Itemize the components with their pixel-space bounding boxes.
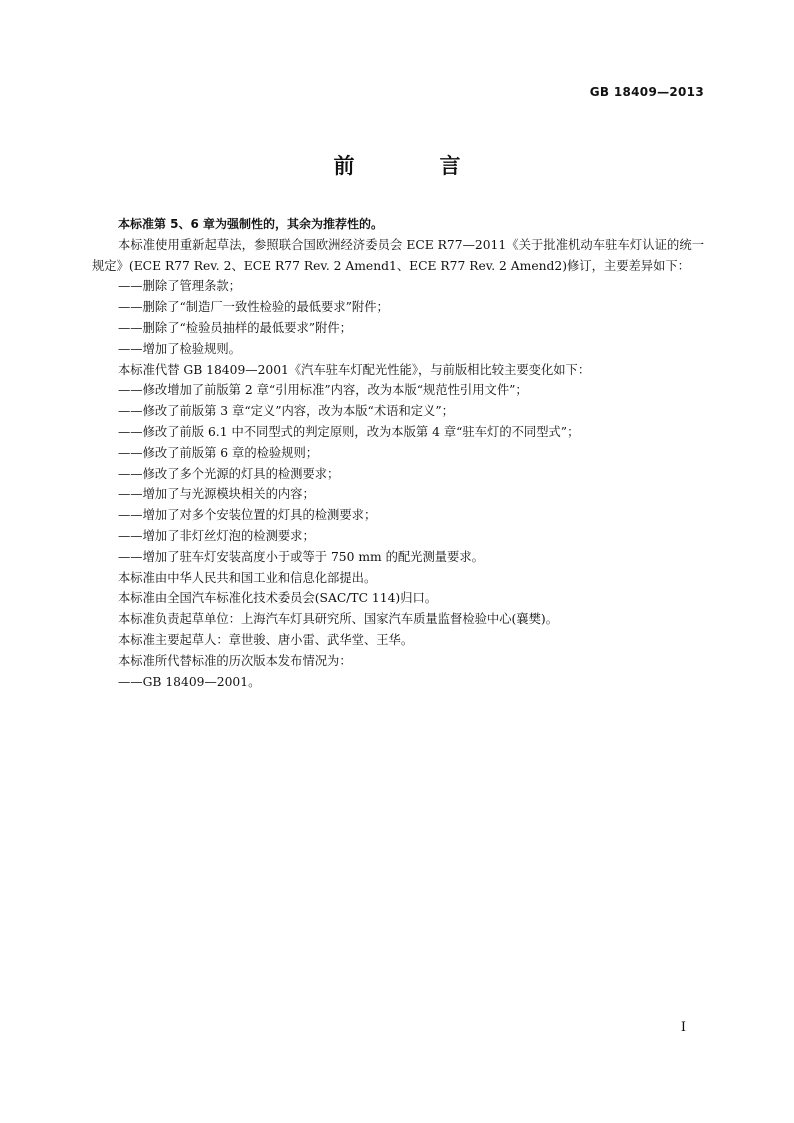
list-item: ——修改了前版第 3 章“定义”内容，改为本版“术语和定义”； [118, 404, 454, 419]
list-item: ——增加了非灯丝灯泡的检测要求； [118, 528, 315, 543]
list-item: ——增加了与光源模块相关的内容； [118, 487, 315, 502]
paragraph-drafters: 本标准主要起草人：章世骏、唐小雷、武华堂、王华。 [118, 632, 414, 647]
list-item: ——删除了管理条款； [118, 279, 241, 294]
paragraph-proposer: 本标准由中华人民共和国工业和信息化部提出。 [118, 570, 377, 585]
paragraph-replacement: 本标准代替 GB 18409—2001《汽车驻车灯配光性能》，与前版相比较主要变化如下： [118, 362, 591, 377]
list-item: ——GB 18409—2001。 [118, 674, 261, 689]
standard-code: GB 18409—2013 [589, 85, 704, 99]
list-item: ——修改增加了前版第 2 章“引用标准”内容，改为本版“规范性引用文件”； [118, 383, 528, 398]
paragraph-drafting-method: 本标准使用重新起草法，参照联合国欧洲经济委员会 ECE R77—2011《关于批准机动车驻车灯认证的统一规定》(ECE R77 Rev. 2、ECE R77 Rev. 2 Amend1、ECE R77 Rev. 2 Amend2)修订，主要差异如下： [92, 237, 704, 273]
page-title: 前 言 [333, 154, 493, 178]
page-number: I [680, 1020, 686, 1035]
list-item: ——修改了前版 6.1 中不同型式的判定原则，改为本版第 4 章“驻车灯的不同型式”； [118, 424, 580, 439]
list-item: ——增加了驻车灯安装高度小于或等于 750 mm 的配光测量要求。 [118, 549, 484, 564]
paragraph-committee: 本标准由全国汽车标准化技术委员会(SAC/TC 114)归口。 [118, 591, 438, 606]
paragraph-drafting-units: 本标准负责起草单位：上海汽车灯具研究所、国家汽车质量监督检验中心(襄樊)。 [118, 612, 558, 627]
document-body [92, 214, 704, 692]
list-item: ——删除了“制造厂一致性检验的最低要求”附件； [118, 300, 389, 315]
list-item: ——修改了多个光源的灯具的检测要求； [118, 466, 340, 481]
list-item: ——增加了对多个安装位置的灯具的检测要求； [118, 508, 377, 523]
list-item: ——删除了“检验员抽样的最低要求”附件； [118, 320, 352, 335]
paragraph-mandatory-note: 本标准第 5、6 章为强制性的，其余为推荐性的。 [118, 217, 384, 231]
paragraph-history: 本标准所代替标准的历次版本发布情况为： [118, 653, 352, 668]
list-item: ——修改了前版第 6 章的检验规则； [118, 445, 319, 460]
list-item: ——增加了检验规则。 [118, 341, 241, 356]
